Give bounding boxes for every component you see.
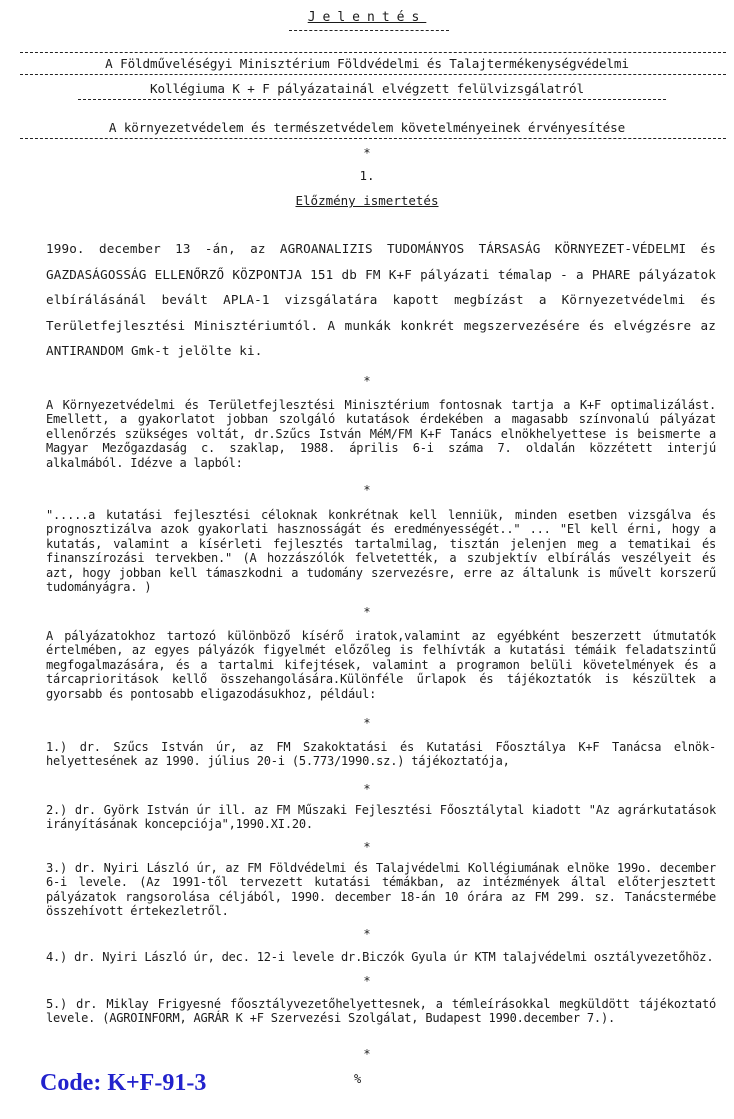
separator-star: * [363,782,371,796]
separator-star: * [363,974,371,988]
page-mark: % [354,1072,362,1086]
separator-star: * [363,483,371,497]
document-code-label: Code: K+F-91-3 [40,1070,207,1096]
paragraph-ministry: A Környezetvédelmi és Területfejlesztési Minisztérium fontosnak tartja a K+F optimalizálást. Emellett, a gyakorlatot jobban szolgáló kutatások érdekében a magasabb színvonalú pályázat ellenőrzés szükséges voltát, dr.Szűcs István MéM/FM K+F Tanács elnökhelyettese is beismerte a Magyar Mezőgazdaság c. szaklap, 1988. április 6-i száma 7. oldalán közzétett interjú alkalmából. Idézve a lapból: [46,398,716,470]
header-rule-3 [20,138,726,139]
separator-star: * [363,605,371,619]
header-line-3: A környezetvédelem és természetvédelem követelményeinek érvényesítése [108,120,626,135]
title-underline [289,30,449,31]
list-item-2: 2.) dr. Györk István úr ill. az FM Műszaki Fejlesztési Főosztálytal kiadott "Az agrárkutatások irányításának koncepciója",1990.XI.20. [46,803,716,832]
header-rule-2 [78,99,666,100]
section-title: Előzmény ismertetés [295,193,439,208]
separator-star: * [363,840,371,854]
list-item-3: 3.) dr. Nyiri László úr, az FM Földvédelmi és Talajvédelmi Kollégiumának elnöke 199o. december 6-i levele. (Az 1991-től tervezett kutatási témákban, az intézmények által előterjesztett pályázatok rangsorolása céljából, 1990. december 18-án 10 órára az FM 299. sz. Tanácstermébe összehívott értekezletről. [46,861,716,919]
section-number: 1. [359,168,375,183]
header-line-2: Kollégiuma K + F pályázatainál elvégzett felülvizsgálatról [150,81,584,96]
list-item-1: 1.) dr. Szűcs István úr, az FM Szakoktatási és Kutatási Főosztálya K+F Tanácsa elnök-helyettesének az 1990. július 20-i (5.773/1990.sz.) tájékoztatója, [46,740,716,769]
header-rule-1 [20,74,726,75]
paragraph-quote: ".....a kutatási fejlesztési céloknak konkrétnak kell lenniük, minden esetben vizsgálva és prognosztizálva azok gyakorlati hasznosságát és eredményességét.." ... "El kell érni, hogy a kutatás, valamint a kísérleti fejlesztés tartalmilag, tisztán jelenjen meg a tematikai és finanszírozási tervekben." (A hozzászólók felvetették, a szubjektív elbírálás veszélyeit és azt, hogy jobban kell támaszkodni a tudomány szervezésre, erre az általunk is művelt korszerű tudományágra. ) [46,508,716,595]
separator-star: * [363,1047,371,1061]
document-title: Jelentés [307,10,427,25]
separator-star: * [363,927,371,941]
list-item-4: 4.) dr. Nyiri László úr, dec. 12-i levele dr.Biczók Gyula úr KTM talajvédelmi osztályvezetőhöz. [46,950,714,964]
header-rule-top [20,52,726,53]
separator-star: * [363,716,371,730]
paragraph-intro: 199o. december 13 -án, az AGROANALIZIS TUDOMÁNYOS TÁRSASÁG KÖRNYEZET-VÉDELMI és GAZDASÁGOSSÁG ELLENŐRZŐ KÖZPONTJA 151 db FM K+F pályázati témalap - a PHARE pályázatok elbírálásánál bevált APLA-1 vizsgálatára kapott megbízást a Környezetvédelmi és Területfejlesztési Minisztériumtól. A munkák konkrét megszervezésére és elvégzésre az ANTIRANDOM Gmk-t jelölte ki. [46,241,716,358]
separator-star: * [363,146,371,160]
header-line-1: A Földműveléségyi Minisztérium Földvédelmi és Talajtermékenységvédelmi [105,56,629,71]
separator-star: * [363,374,371,388]
list-item-5: 5.) dr. Miklay Frigyesné főosztályvezetőhelyettesnek, a témleírásokkal megküldött tájékoztató levele. (AGROINFORM, AGRÁR K +F Szervezési Szolgálat, Budapest 1990.december 7.). [46,997,716,1026]
paragraph-documents: A pályázatokhoz tartozó különböző kísérő iratok,valamint az egyébként beszerzett útmutatók értelmében, az egyes pályázók figyelmét előzőleg is felhívták a kutatási témáik feladatszintű megfogalmazására, és a tartalmi kifejtések, valamint a programon belüli követelmények és a tárcaprioritások kellő összehangolására.Különféle űrlapok és tájékoztatók is készültek a gyorsabb és pontosabb eligazodásukhoz, például: [46,629,716,701]
